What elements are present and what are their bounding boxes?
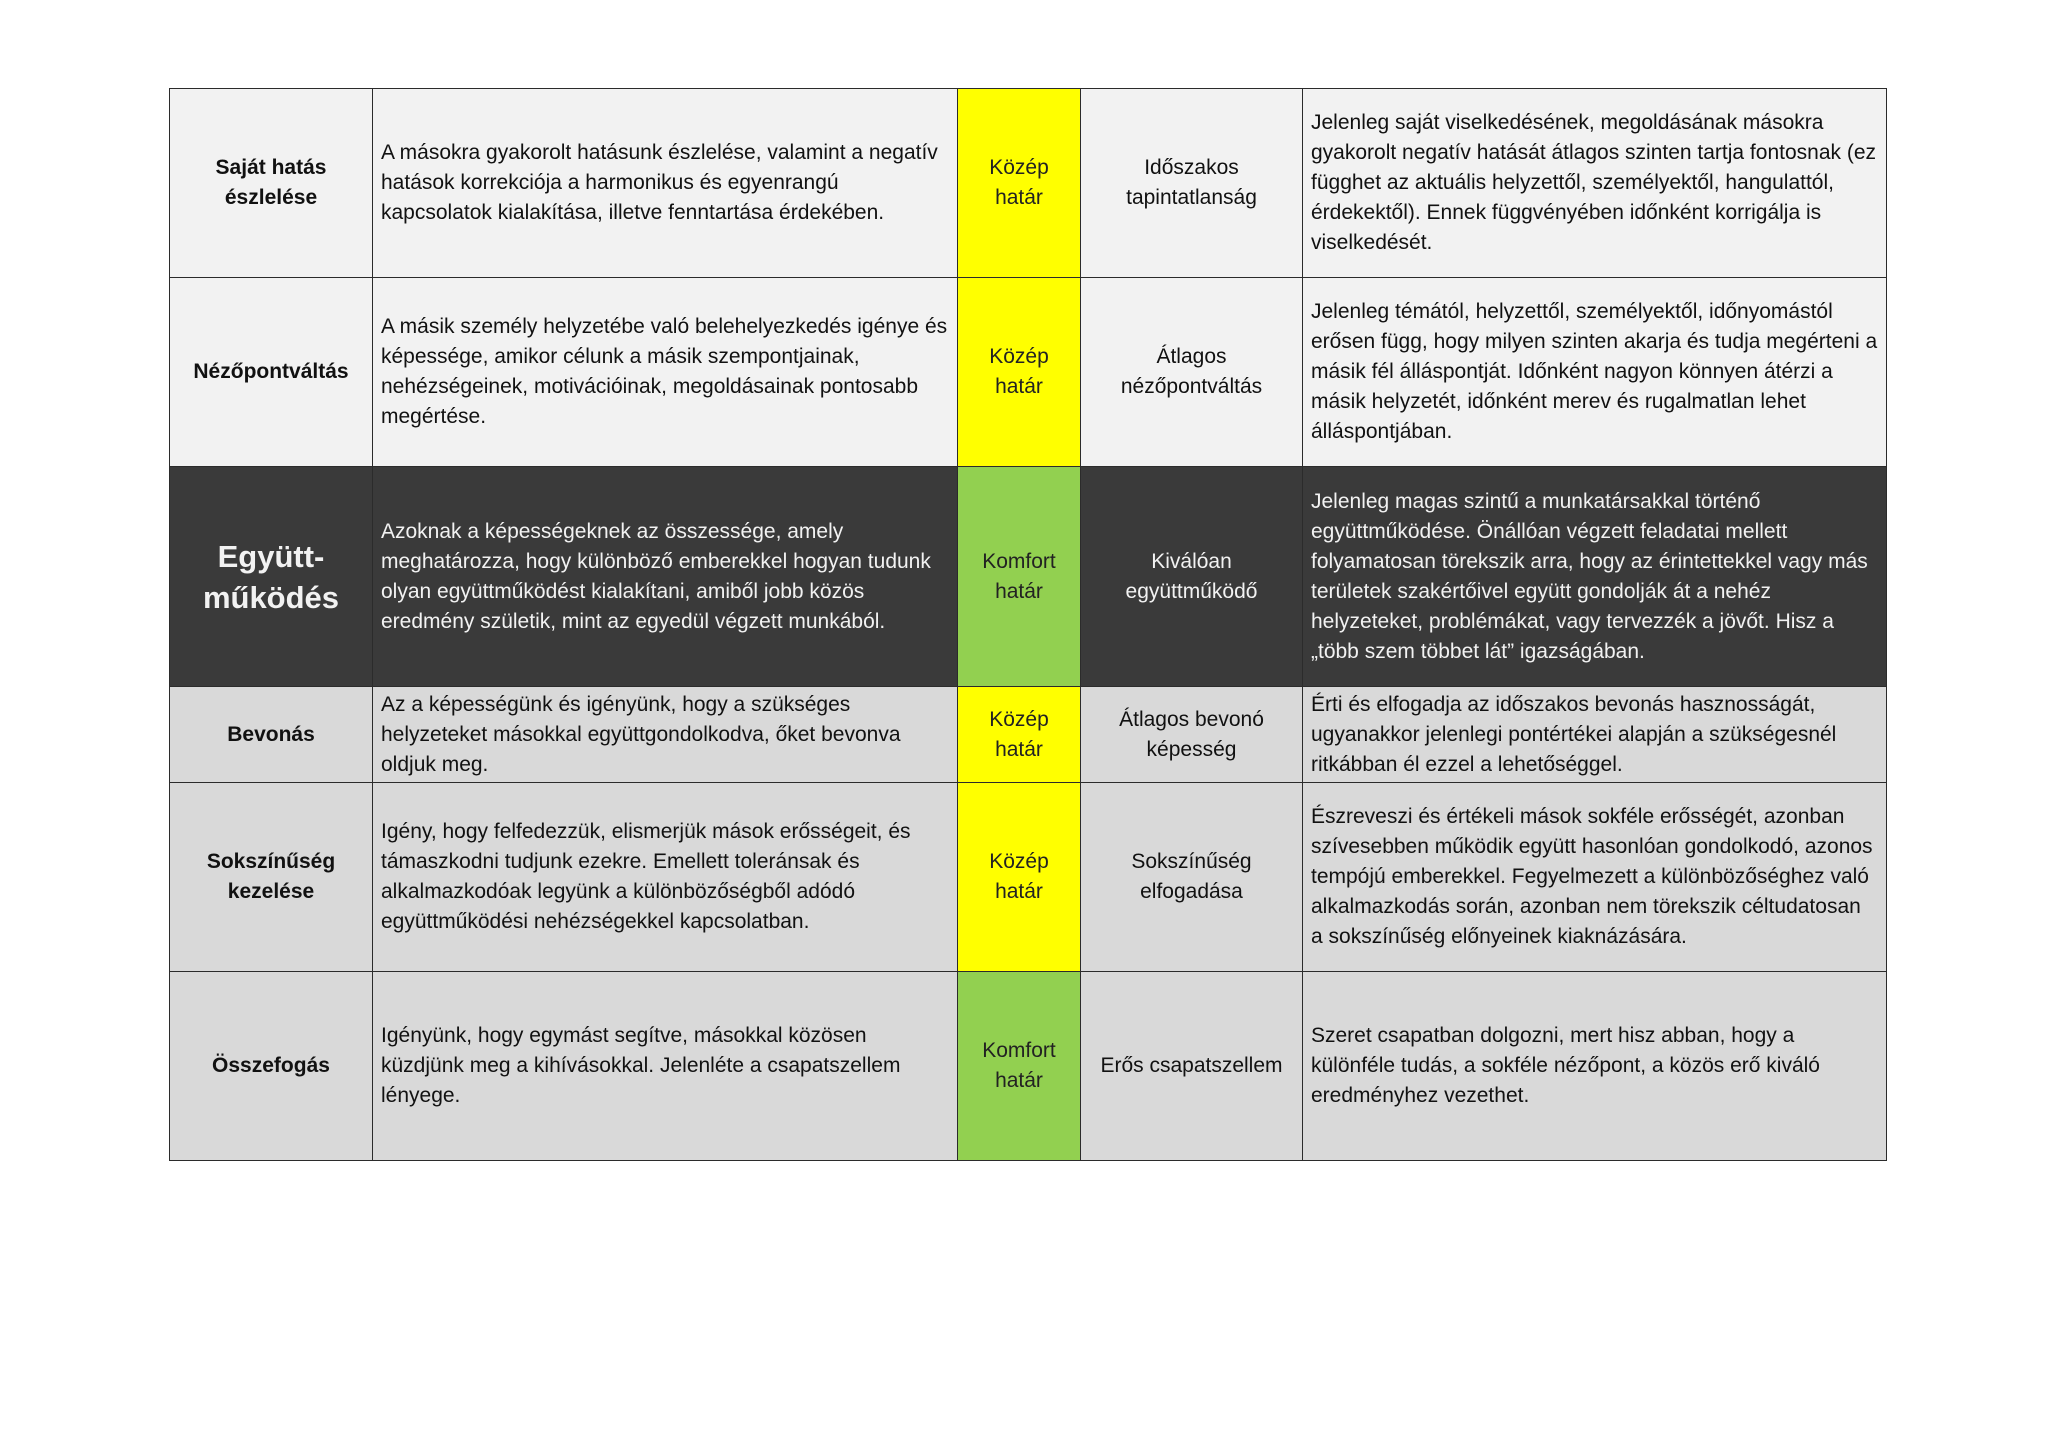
competency-name: Saját hatás észlelése (170, 89, 373, 278)
competency-definition: Az a képességünk és igényünk, hogy a szükséges helyzeteket másokkal együttgondolkodva, őket bevonva oldjuk meg. (373, 687, 958, 783)
competency-definition: Azoknak a képességeknek az összessége, amely meghatározza, hogy különböző emberekkel hogyan tudunk olyan együttműködést kialakítani, amiből jobb közös eredmény születik, mint az egyedül végzett munkából. (373, 467, 958, 687)
competency-definition: Igényünk, hogy egymást segítve, másokkal közösen küzdjünk meg a kihívásokkal. Jelenléte a csapatszellem lényege. (373, 972, 958, 1161)
result-label: Időszakos tapintatlanság (1081, 89, 1303, 278)
result-label: Átlagos nézőpontváltás (1081, 278, 1303, 467)
level-badge: Közép határ (958, 278, 1081, 467)
competency-definition: A másik személy helyzetébe való belehelyezkedés igénye és képessége, amikor célunk a másik szempontjainak, nehézségeinek, motivációinak, megoldásainak pontosabb megértése. (373, 278, 958, 467)
table-row (170, 89, 1887, 278)
result-description: Észreveszi és értékeli mások sokféle erősségét, azonban szívesebben működik együtt hasonlóan gondolkodó, azonos tempójú emberekkel. Fegyelmezett a különbözőséghez való alkalmazkodás során, azonban nem törekszik céltudatosan a sokszínűség előnyeinek kiaknázására. (1303, 783, 1887, 972)
competency-name: Bevonás (170, 687, 373, 783)
result-description: Jelenleg témától, helyzettől, személyektől, időnyomástól erősen függ, hogy milyen szinten akarja és tudja megérteni a másik fél álláspontját. Időnként nagyon könnyen átérzi a másik helyzetét, időnként merev és rugalmatlan lehet álláspontjában. (1303, 278, 1887, 467)
result-label: Kiválóan együttműködő (1081, 467, 1303, 687)
competency-name: Együtt-működés (170, 467, 373, 687)
result-description: Érti és elfogadja az időszakos bevonás hasznosságát, ugyanakkor jelenlegi pontértékei alapján a szükségesnél ritkábban él ezzel a lehetőséggel. (1303, 687, 1887, 783)
result-description: Szeret csapatban dolgozni, mert hisz abban, hogy a különféle tudás, a sokféle nézőpont, a közös erő kiváló eredményhez vezethet. (1303, 972, 1887, 1161)
competency-definition: A másokra gyakorolt hatásunk észlelése, valamint a negatív hatások korrekciója a harmonikus és egyenrangú kapcsolatok kialakítása, illetve fenntartása érdekében. (373, 89, 958, 278)
competency-table (169, 88, 1887, 1161)
table-row (170, 783, 1887, 972)
result-label: Erős csapatszellem (1081, 972, 1303, 1161)
competency-name: Sokszínűség kezelése (170, 783, 373, 972)
competency-name: Összefogás (170, 972, 373, 1161)
result-label: Sokszínűség elfogadása (1081, 783, 1303, 972)
competency-name: Nézőpontváltás (170, 278, 373, 467)
level-badge: Közép határ (958, 783, 1081, 972)
level-badge: Közép határ (958, 687, 1081, 783)
competency-definition: Igény, hogy felfedezzük, elismerjük mások erősségeit, és támaszkodni tudjunk ezekre. Emellett toleránsak és alkalmazkodóak legyünk a különbözőségből adódó együttműködési nehézségekkel kapcsolatban. (373, 783, 958, 972)
result-label: Átlagos bevonó képesség (1081, 687, 1303, 783)
table-row (170, 687, 1887, 783)
level-badge: Komfort határ (958, 467, 1081, 687)
table-row (170, 972, 1887, 1161)
level-badge: Komfort határ (958, 972, 1081, 1161)
table-row (170, 467, 1887, 687)
table-row (170, 278, 1887, 467)
result-description: Jelenleg saját viselkedésének, megoldásának másokra gyakorolt negatív hatását átlagos szinten tartja fontosnak (ez függhet az aktuális helyzettől, személyektől, hangulattól, érdekektől). Ennek függvényében időnként korrigálja is viselkedését. (1303, 89, 1887, 278)
result-description: Jelenleg magas szintű a munkatársakkal történő együttműködése. Önállóan végzett feladatai mellett folyamatosan törekszik arra, hogy az érintettekkel vagy más területek szakértőivel együtt gondolják át a nehéz helyzeteket, problémákat, vagy tervezzék a jövőt. Hisz a „több szem többet lát” igazságában. (1303, 467, 1887, 687)
level-badge: Közép határ (958, 89, 1081, 278)
